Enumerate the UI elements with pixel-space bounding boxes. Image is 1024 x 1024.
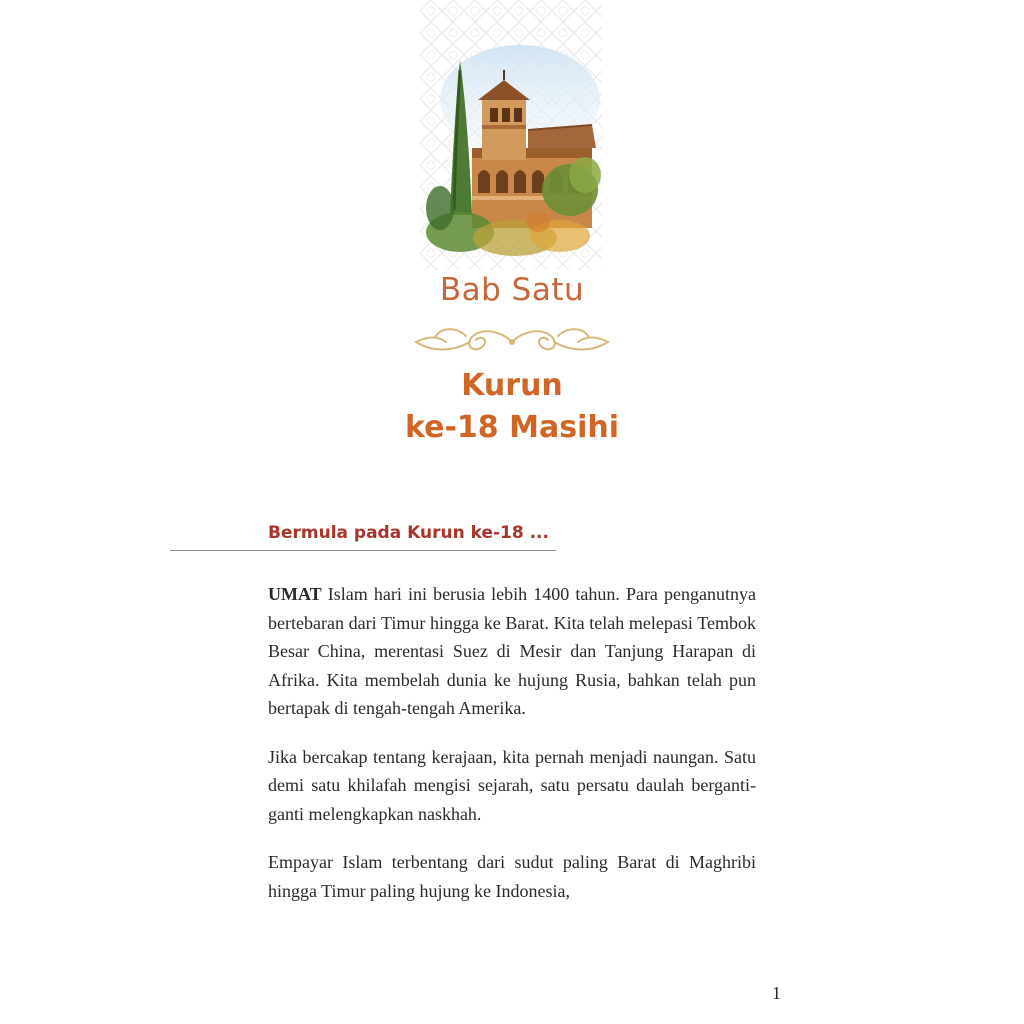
section-heading: Bermula pada Kurun ke-18 ... [268, 523, 549, 543]
chapter-title [0, 365, 1024, 449]
chapter-title-line1: Kurun [461, 368, 563, 403]
paragraph: Empayar Islam terbentang dari sudut paling Barat di Maghribi hingga Timur paling hujung ke Indonesia, [268, 852, 756, 901]
chapter-label: Bab Satu [439, 272, 585, 308]
section-divider [170, 550, 556, 551]
paragraph [268, 580, 756, 723]
page-number: 1 [772, 983, 781, 1003]
chapter-title-line2: ke-18 Masihi [404, 410, 619, 445]
flourish-divider-icon [406, 322, 618, 362]
paragraph: Jika bercakap tentang kerajaan, kita pernah menjadi naungan. Satu demi satu khilafah mengisi sejarah, satu persatu daulah berganti-ganti melengkapkan naskhah. [268, 746, 756, 824]
body-text [268, 580, 756, 925]
paragraph-lead-word: UMAT [268, 584, 322, 604]
chapter-illustration [420, 0, 602, 270]
paragraph-text: Islam hari ini berusia lebih 1400 tahun. Para penganutnya bertebaran dari Timur hingga ke Barat. Kita telah melepasi Tembok Besar China, merentasi Suez di Mesir dan Tanjung Harapan di Afrika. Kita membelah dunia ke hujung Rusia, bahkan telah pun bertapak di tengah-tengah Amerika. [268, 584, 756, 718]
